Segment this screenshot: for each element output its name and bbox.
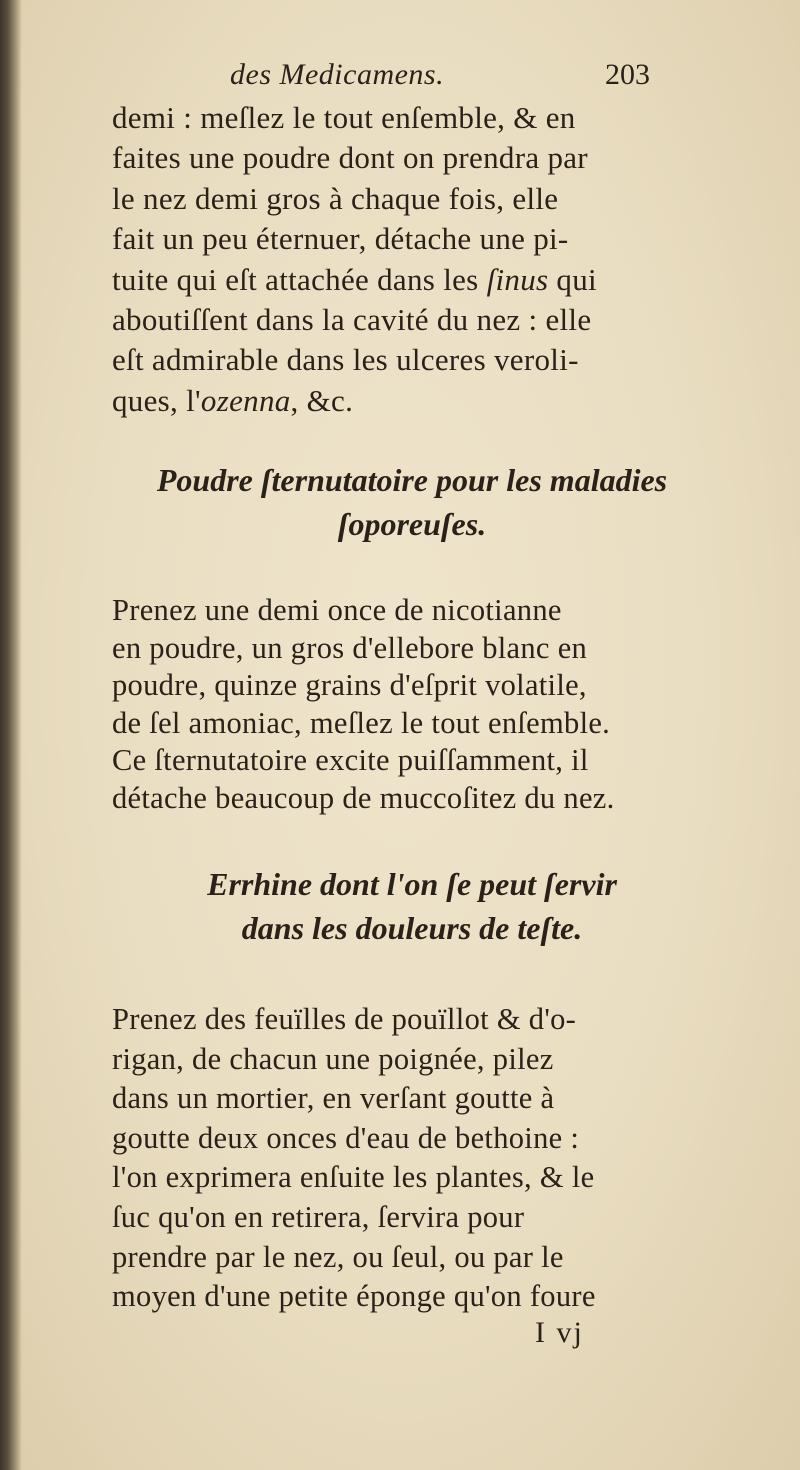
- text-line: goutte deux onces d'eau de bethoine :: [112, 1120, 580, 1155]
- text-line: [112, 260, 712, 300]
- text-line: faites une poudre dont on prendra par: [112, 140, 588, 176]
- text-line: prendre par le nez, ou ſeul, ou par le: [112, 1239, 564, 1274]
- text-line: Ce ſternutatoire excite puiſſamment, il: [112, 743, 589, 777]
- text-line: [112, 381, 712, 421]
- text-span: ques, l': [112, 382, 201, 418]
- text-line: fait un peu éternuer, détache une pi-: [112, 221, 569, 257]
- paragraph-1: [112, 98, 712, 421]
- text-line: de ſel amoniac, meſlez le tout enſemble.: [112, 705, 611, 740]
- page-number: 203: [605, 58, 650, 91]
- heading-line: Errhine dont l'on ſe peut ſervir: [207, 866, 617, 902]
- paragraph-2: [112, 592, 712, 817]
- running-title: des Medicamens.: [230, 58, 445, 91]
- text-line: dans un mortier, en verſant goutte à: [112, 1081, 555, 1116]
- paragraph-3: [112, 1000, 712, 1317]
- text-line: le nez demi gros à chaque fois, elle: [112, 180, 559, 216]
- book-binding-edge: [0, 0, 22, 1470]
- text-span: tuite qui eſt attachée dans les: [112, 261, 487, 297]
- text-span: , &c.: [290, 382, 354, 418]
- text-line: Prenez des feuïlles de pouïllot & d'o-: [112, 1002, 577, 1036]
- text-line: Prenez une demi once de nicotianne: [112, 593, 562, 627]
- text-line: eſt admirable dans les ulceres veroli-: [112, 342, 579, 378]
- text-span: qui: [548, 261, 597, 297]
- heading-line: dans les douleurs de teſte.: [241, 910, 583, 946]
- text-line: l'on exprimera enſuite les plantes, & le: [112, 1160, 595, 1195]
- signature-mark: I vj: [535, 1316, 584, 1349]
- heading-line: ſoporeuſes.: [337, 506, 487, 542]
- text-line: rigan, de chacun une poignée, pilez: [112, 1041, 554, 1076]
- section-heading-2: [112, 862, 712, 950]
- text-line: moyen d'une petite éponge qu'on foure: [112, 1279, 596, 1314]
- text-line: ſuc qu'on en retirera, ſervira pour: [112, 1199, 525, 1234]
- text-line: détache beaucoup de muccoſitez du nez.: [112, 780, 615, 815]
- italic-term-ozenna: ozenna: [200, 382, 291, 418]
- running-head: [120, 58, 680, 98]
- heading-line: Poudre ſternutatoire pour les maladies: [156, 462, 668, 498]
- text-line: aboutiſſent dans la cavité du nez : elle: [112, 302, 592, 338]
- text-line: poudre, quinze grains d'eſprit volatile,: [112, 668, 587, 702]
- italic-term-sinus: ſinus: [486, 261, 549, 297]
- text-line: en poudre, un gros d'ellebore blanc en: [112, 630, 588, 665]
- section-heading-1: [112, 458, 712, 546]
- text-line: demi : meſlez le tout enſemble, & en: [112, 100, 576, 135]
